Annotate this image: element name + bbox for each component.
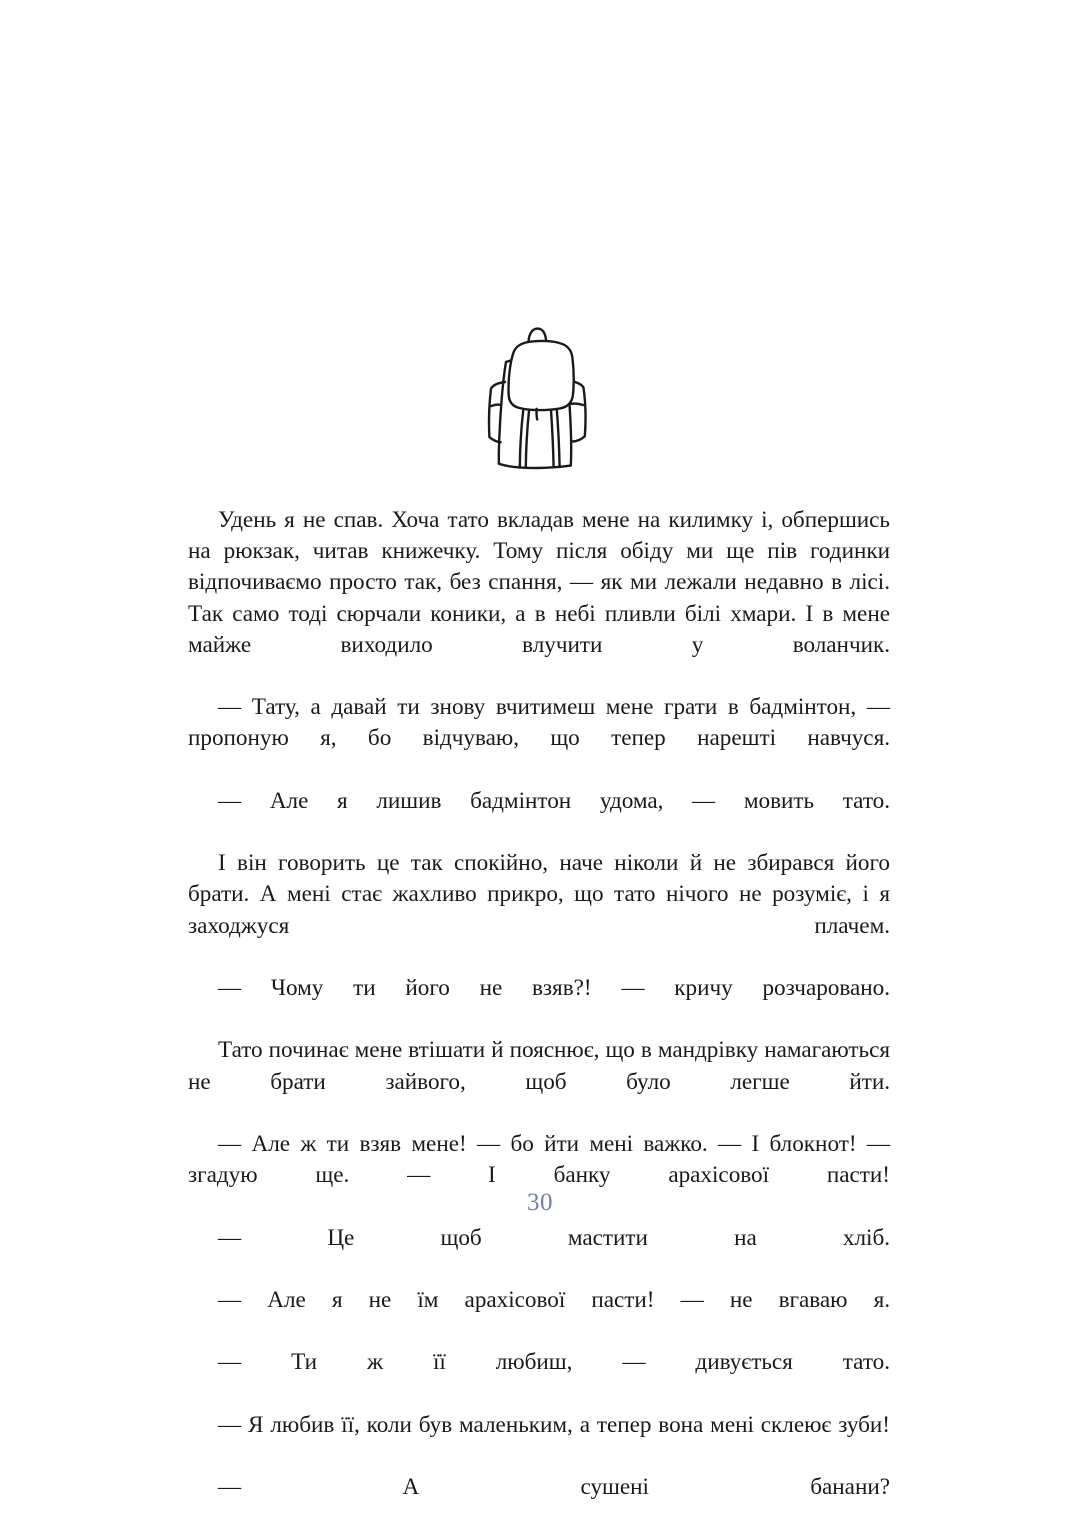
paragraph: Тато починає мене втішати й пояснює, що в мандрівку намагаються не брати зайвого, щоб було легше йти.	[188, 1037, 890, 1095]
paragraph: І він говорить це так спокійно, наче ніколи й не збирався його брати. А мені стає жахливо прикро, що тато нічого не розуміє, і я заходжуся плачем.	[188, 850, 890, 939]
body-text	[188, 505, 890, 1535]
page-number: 30	[527, 1189, 553, 1216]
paragraph: — Але я не їм арахісової пасти! — не вгаваю я.	[218, 1287, 890, 1314]
paragraph: — Це щоб мастити на хліб.	[218, 1224, 890, 1251]
paragraph: — Чому ти його не взяв?! — кричу розчаровано.	[218, 975, 890, 1002]
paragraph: Удень я не спав. Хоча тато вкладав мене на килимку і, обпершись на рюкзак, читав книжечку. Тому після обіду ми ще пів годинки відпочиваємо просто так, без спання, — як ми лежали недавно в лісі. Так само тоді сюрчали коники, а в небі пливли білі хмари. І в мене майже виходило влучити у воланчик.	[188, 507, 890, 658]
paragraph: — Але ж ти взяв мене! — бо йти мені важко. — І блокнот! — згадую ще. — І банку арахісової пасти!	[188, 1131, 890, 1189]
paragraph: — Тату, а давай ти знову вчитимеш мене грати в бадмінтон, — пропоную я, бо відчуваю, що тепер нарешті навчуся.	[188, 694, 890, 752]
paragraph: — Але я лишив бадмінтон удома, — мовить тато.	[218, 787, 890, 814]
paragraph: — Ти ж її любиш, — дивується тато.	[218, 1349, 890, 1376]
backpack-icon	[465, 318, 615, 490]
illustration-container	[0, 318, 1080, 490]
paragraph: — А сушені банани?	[218, 1474, 890, 1501]
paragraph: — Я любив її, коли був маленьким, а тепер вона мені склеює зуби!	[218, 1411, 890, 1438]
